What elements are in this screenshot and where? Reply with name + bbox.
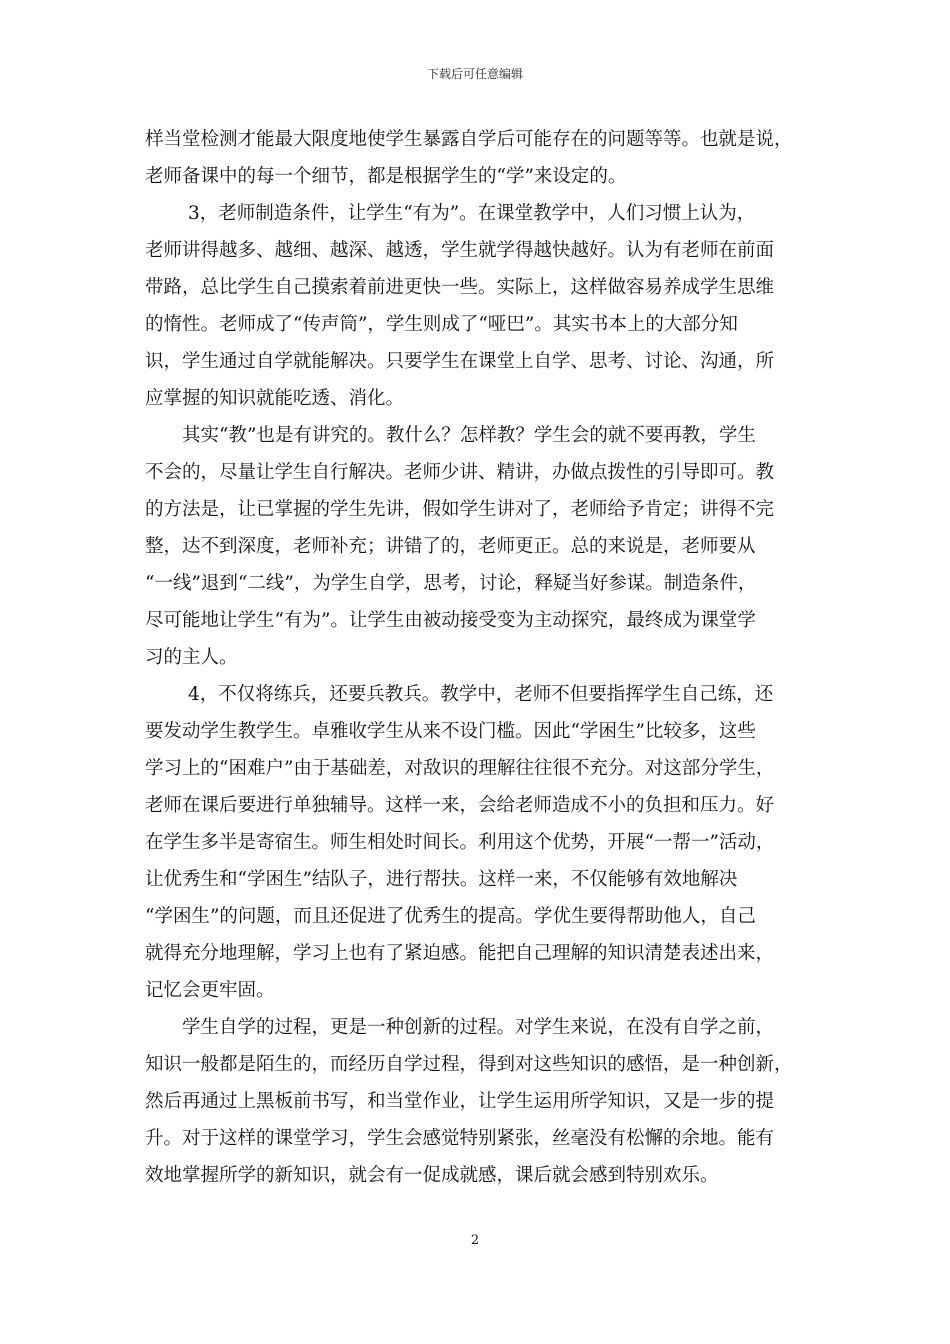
text-line: 尽可能地让学生“有为”。让学生由被动接受变为主动探究，最终成为课堂学 <box>145 610 756 631</box>
text-line: 要发动学生教学生。卓雅收学生从来不设门槛。因此“学困生”比较多，这些 <box>145 721 756 742</box>
text-line: 记忆会更牢固。 <box>145 980 275 1001</box>
text-line: 老师在课后要进行单独辅导。这样一来，会给老师造成不小的负担和压力。好 <box>145 795 775 816</box>
text-line: 的惰性。老师成了“传声筒”，学生则成了“哑巴”。其实书本上的大部分知 <box>145 314 738 335</box>
body-text <box>145 121 821 1194</box>
text-line: 老师讲得越多、越细、越深、越透，学生就学得越快越好。认为有老师在前面 <box>145 240 775 261</box>
page-number: 2 <box>470 1233 480 1248</box>
text-line: 升。对于这样的课堂学习，学生会感觉特别紧张，丝毫没有松懈的余地。能有 <box>145 1128 775 1149</box>
text-line: 学生自学的过程，更是一种创新的过程。对学生来说，在没有自学之前， <box>182 1017 775 1038</box>
text-line: “学困生”的问题，而且还促进了优秀生的提高。学优生要得帮助他人，自己 <box>145 906 756 927</box>
text-line: 习的主人。 <box>145 647 238 668</box>
text-line: 应掌握的知识就能吃透、消化。 <box>145 388 405 409</box>
text-line: 学习上的“困难户”由于基础差，对敌识的理解往往很不充分。对这部分学生， <box>145 758 775 779</box>
text-line: 不会的，尽量让学生自行解决。老师少讲、精讲，办做点拨性的引导即可。教 <box>145 462 775 483</box>
text-line: 然后再通过上黑板前书写，和当堂作业，让学生运用所学知识，又是一步的提 <box>145 1091 775 1112</box>
text-line: 整，达不到深度，老师补充；讲错了的，老师更正。总的来说是，老师要从 <box>145 536 756 557</box>
text-line: 效地掌握所学的新知识，就会有一促成就感，课后就会感到特别欢乐。 <box>145 1165 719 1186</box>
text-line: 识，学生通过自学就能解决。只要学生在课堂上自学、思考、讨论、沟通，所 <box>145 351 775 372</box>
text-line: 4，不仅将练兵，还要兵教兵。教学中，老师不但要指挥学生自己练，还 <box>188 684 774 705</box>
text-line: 知识一般都是陌生的，而经历自学过程，得到对这些知识的感悟，是一种创新， <box>145 1054 793 1075</box>
text-line: 就得充分地理解，学习上也有了紧迫感。能把自己理解的知识清楚表述出来， <box>145 943 775 964</box>
text-line: 其实“教”也是有讲究的。教什么？怎样教？学生会的就不要再教，学生 <box>182 425 756 446</box>
text-line: 在学生多半是寄宿生。师生相处时间长。利用这个优势，开展“一帮一”活动， <box>145 832 775 853</box>
text-line: “一线”退到“二线”，为学生自学，思考，讨论，释疑当好参谋。制造条件， <box>145 573 757 594</box>
text-line: 3，老师制造条件，让学生“有为”。在课堂教学中，人们习惯上认为， <box>188 203 756 224</box>
text-line: 带路，总比学生自己摸索着前进更快一些。实际上，这样做容易养成学生思维 <box>145 277 775 298</box>
page-header: 下载后可任意编辑 <box>426 67 523 81</box>
text-line: 老师备课中的每一个细节，都是根据学生的“学”来设定的。 <box>145 166 627 187</box>
text-line: 让优秀生和“学困生”结队子，进行帮扶。这样一来，不仅能够有效地解决 <box>145 869 738 890</box>
text-line: 样当堂检测才能最大限度地使学生暴露自学后可能存在的问题等等。也就是说， <box>145 129 793 150</box>
text-line: 的方法是，让已掌握的学生先讲，假如学生讲对了，老师给予肯定；讲得不完 <box>145 499 775 520</box>
